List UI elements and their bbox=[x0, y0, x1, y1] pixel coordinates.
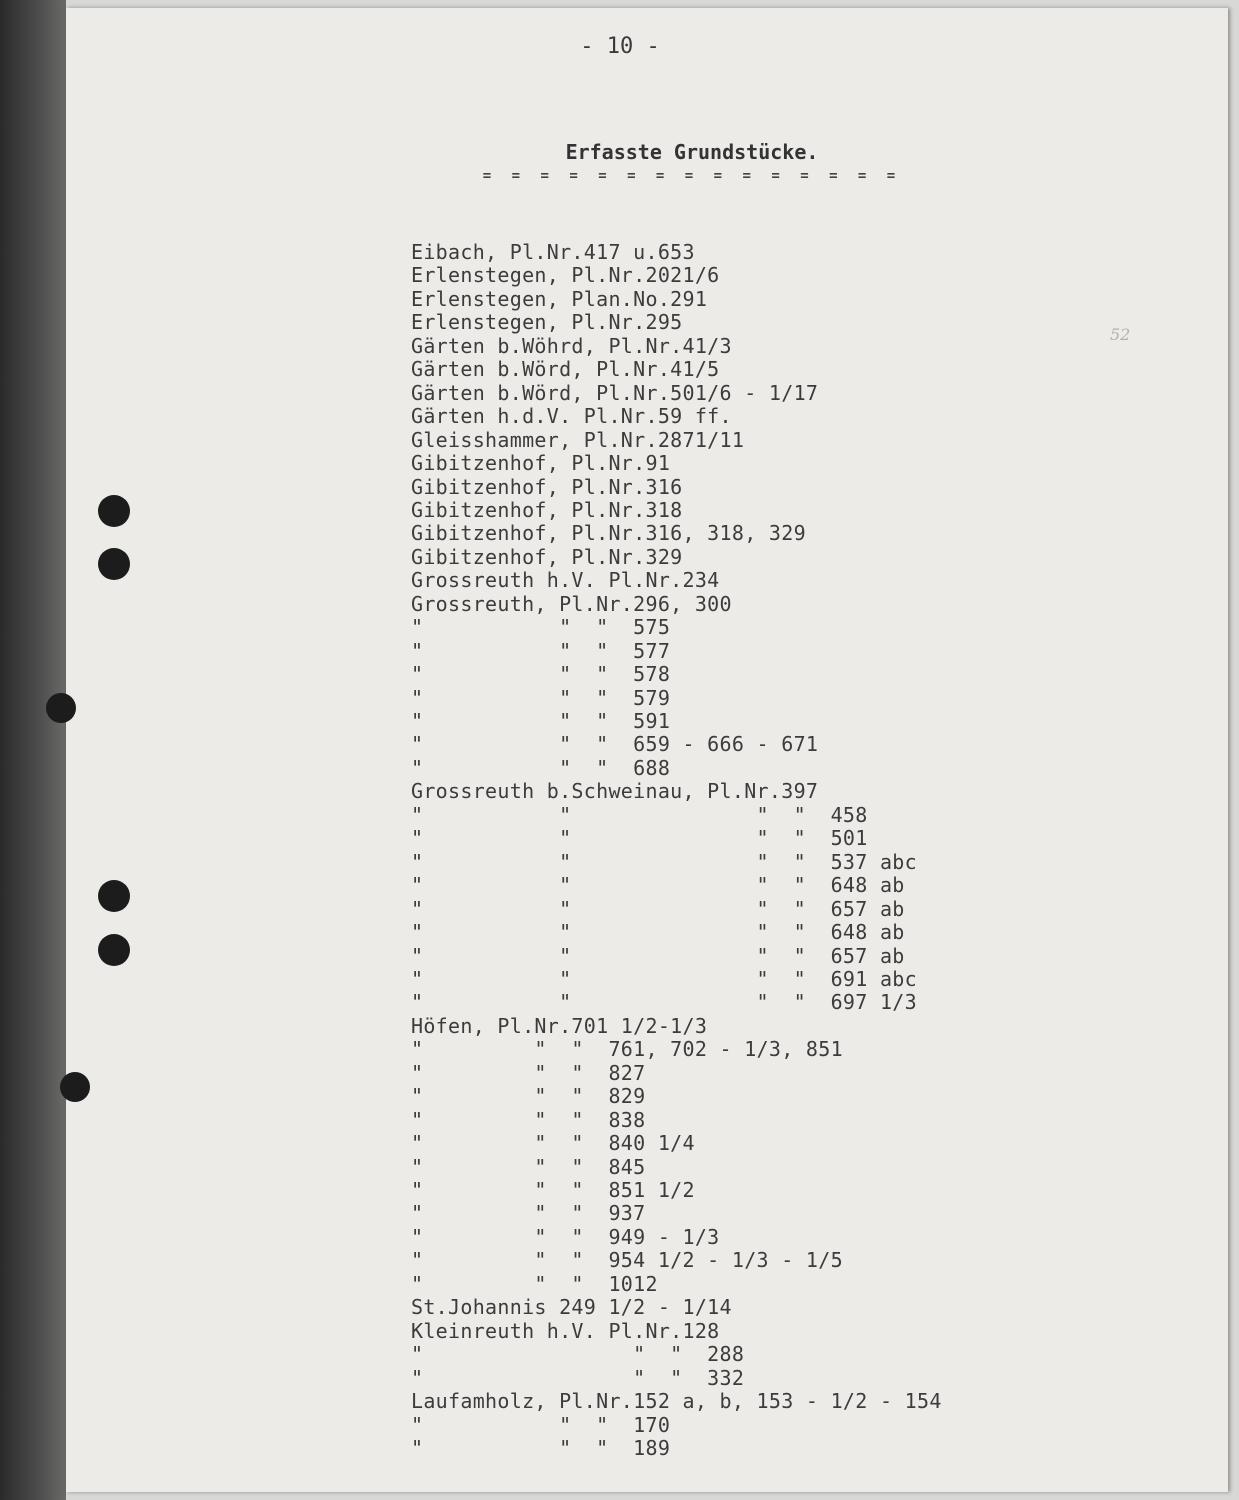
list-line: Laufamholz, Pl.Nr.152 a, b, 153 - 1/2 - 154 bbox=[411, 1389, 942, 1414]
list-line: " " " 851 1/2 bbox=[411, 1178, 695, 1202]
list-line: Gärten b.Wörd, Pl.Nr.501/6 - 1/17 bbox=[411, 380, 819, 405]
list-line: Gleisshammer, Pl.Nr.2871/11 bbox=[411, 427, 745, 452]
list-line: " " " 845 bbox=[411, 1154, 646, 1179]
list-line: Gärten b.Wöhrd, Pl.Nr.41/3 bbox=[411, 333, 732, 358]
list-line: " " " " 697 1/3 bbox=[411, 990, 917, 1015]
list-line: " " " 827 bbox=[411, 1060, 646, 1085]
list-line: Grossreuth h.V. Pl.Nr.234 bbox=[411, 568, 720, 593]
list-line: Grossreuth, Pl.Nr.296, 300 bbox=[411, 591, 732, 616]
list-line: Gärten b.Wörd, Pl.Nr.41/5 bbox=[411, 357, 720, 382]
list-line: Gibitzenhof, Pl.Nr.318 bbox=[411, 497, 683, 522]
list-line: " " " " 458 bbox=[411, 802, 868, 827]
list-line: Kleinreuth h.V. Pl.Nr.128 bbox=[411, 1318, 720, 1343]
list-line: " " " 577 bbox=[411, 638, 671, 663]
list-line: " " " 840 1/4 bbox=[411, 1131, 695, 1156]
list-line: " " " 829 bbox=[411, 1084, 646, 1109]
list-line: Gibitzenhof, Pl.Nr.316, 318, 329 bbox=[411, 521, 806, 546]
list-line: " " " 949 - 1/3 bbox=[411, 1224, 720, 1249]
page-heading: Erfasste Grundstücke. bbox=[565, 140, 819, 164]
list-line: " " " 838 bbox=[411, 1107, 646, 1132]
list-line: " " " 1012 bbox=[411, 1271, 658, 1296]
list-line: Gibitzenhof, Pl.Nr.91 bbox=[411, 451, 671, 476]
page-number: - 10 - bbox=[580, 34, 660, 59]
margin-note: 52 bbox=[1110, 325, 1131, 344]
list-line: Höfen, Pl.Nr.701 1/2-1/3 bbox=[411, 1013, 708, 1038]
list-line: " " " 688 bbox=[411, 755, 671, 780]
list-line: " " " 954 1/2 - 1/3 - 1/5 bbox=[411, 1248, 843, 1273]
list-line: Erlenstegen, Plan.No.291 bbox=[411, 286, 708, 311]
list-line: Grossreuth b.Schweinau, Pl.Nr.397 bbox=[411, 779, 819, 804]
list-line: Gärten h.d.V. Pl.Nr.59 ff. bbox=[411, 404, 732, 429]
list-line: Erlenstegen, Pl.Nr.295 bbox=[411, 310, 683, 335]
list-line: " " " 332 bbox=[411, 1365, 745, 1390]
list-line: " " " 761, 702 - 1/3, 851 bbox=[411, 1037, 843, 1062]
list-line: " " " " 648 ab bbox=[411, 920, 905, 945]
list-line: " " " 578 bbox=[411, 662, 671, 687]
heading-underline: = = = = = = = = = = = = = = = bbox=[482, 168, 902, 184]
list-line: " " " 575 bbox=[411, 615, 671, 640]
list-line: " " " " 648 ab bbox=[411, 873, 905, 898]
list-line: Gibitzenhof, Pl.Nr.329 bbox=[411, 544, 683, 569]
list-line: " " " 288 bbox=[411, 1342, 745, 1367]
list-line: " " " " 657 ab bbox=[411, 943, 905, 968]
list-line: " " " " 501 bbox=[411, 826, 868, 851]
list-line: " " " " 657 ab bbox=[411, 896, 905, 921]
list-line: Eibach, Pl.Nr.417 u.653 bbox=[411, 240, 695, 264]
list-line: " " " 937 bbox=[411, 1201, 646, 1226]
list-line: " " " " 537 abc bbox=[411, 849, 917, 874]
list-line: " " " 579 bbox=[411, 685, 671, 710]
list-line: Erlenstegen, Pl.Nr.2021/6 bbox=[411, 263, 720, 288]
list-line: " " " 591 bbox=[411, 709, 671, 733]
list-line: St.Johannis 249 1/2 - 1/14 bbox=[411, 1295, 732, 1320]
list-line: " " " 170 bbox=[411, 1412, 671, 1437]
list-line: " " " 189 bbox=[411, 1435, 671, 1460]
list-line: " " " " 691 abc bbox=[411, 966, 917, 991]
list-line: " " " 659 - 666 - 671 bbox=[411, 732, 819, 757]
list-line: Gibitzenhof, Pl.Nr.316 bbox=[411, 474, 683, 499]
